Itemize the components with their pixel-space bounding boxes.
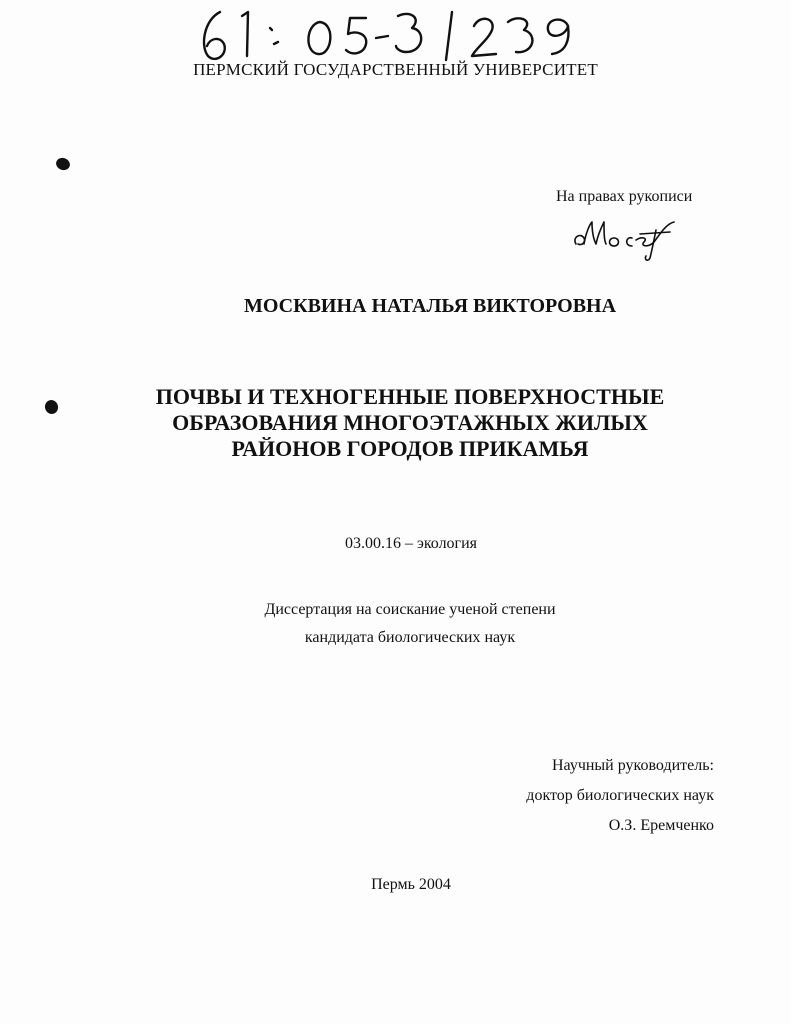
title-line: РАЙОНОВ ГОРОДОВ ПРИКАМЬЯ [231, 436, 589, 461]
supervisor-block [526, 751, 714, 841]
university-name: ПЕРМСКИЙ ГОСУДАРСТВЕННЫЙ УНИВЕРСИТЕТ [193, 60, 598, 79]
manuscript-rights-label: На правах рукописи [556, 188, 693, 205]
dissertation-title [0, 384, 791, 462]
scan-speck-mark [54, 156, 71, 172]
handwritten-archive-number-drawing [190, 6, 590, 64]
place-and-year: Пермь 2004 [371, 876, 451, 893]
degree-line: Диссертация на соискание ученой степени [264, 601, 556, 618]
specialty-code: 03.00.16 – экология [344, 535, 478, 552]
degree-statement [0, 596, 791, 652]
author-signature [570, 210, 680, 262]
handwritten-archive-number [190, 6, 590, 64]
author-name: МОСКВИНА НАТАЛЬЯ ВИКТОРОВНА [243, 295, 617, 317]
title-line: ПОЧВЫ И ТЕХНОГЕННЫЕ ПОВЕРХНОСТНЫЕ [155, 384, 665, 409]
signature-drawing [570, 210, 680, 262]
title-line: ОБРАЗОВАНИЯ МНОГОЭТАЖНЫХ ЖИЛЫХ [172, 410, 648, 435]
supervisor-name: О.З. Еремченко [608, 817, 714, 834]
supervisor-title: доктор биологических наук [526, 787, 714, 804]
supervisor-label: Научный руководитель: [551, 757, 714, 774]
degree-line: кандидата биологических наук [304, 629, 516, 646]
